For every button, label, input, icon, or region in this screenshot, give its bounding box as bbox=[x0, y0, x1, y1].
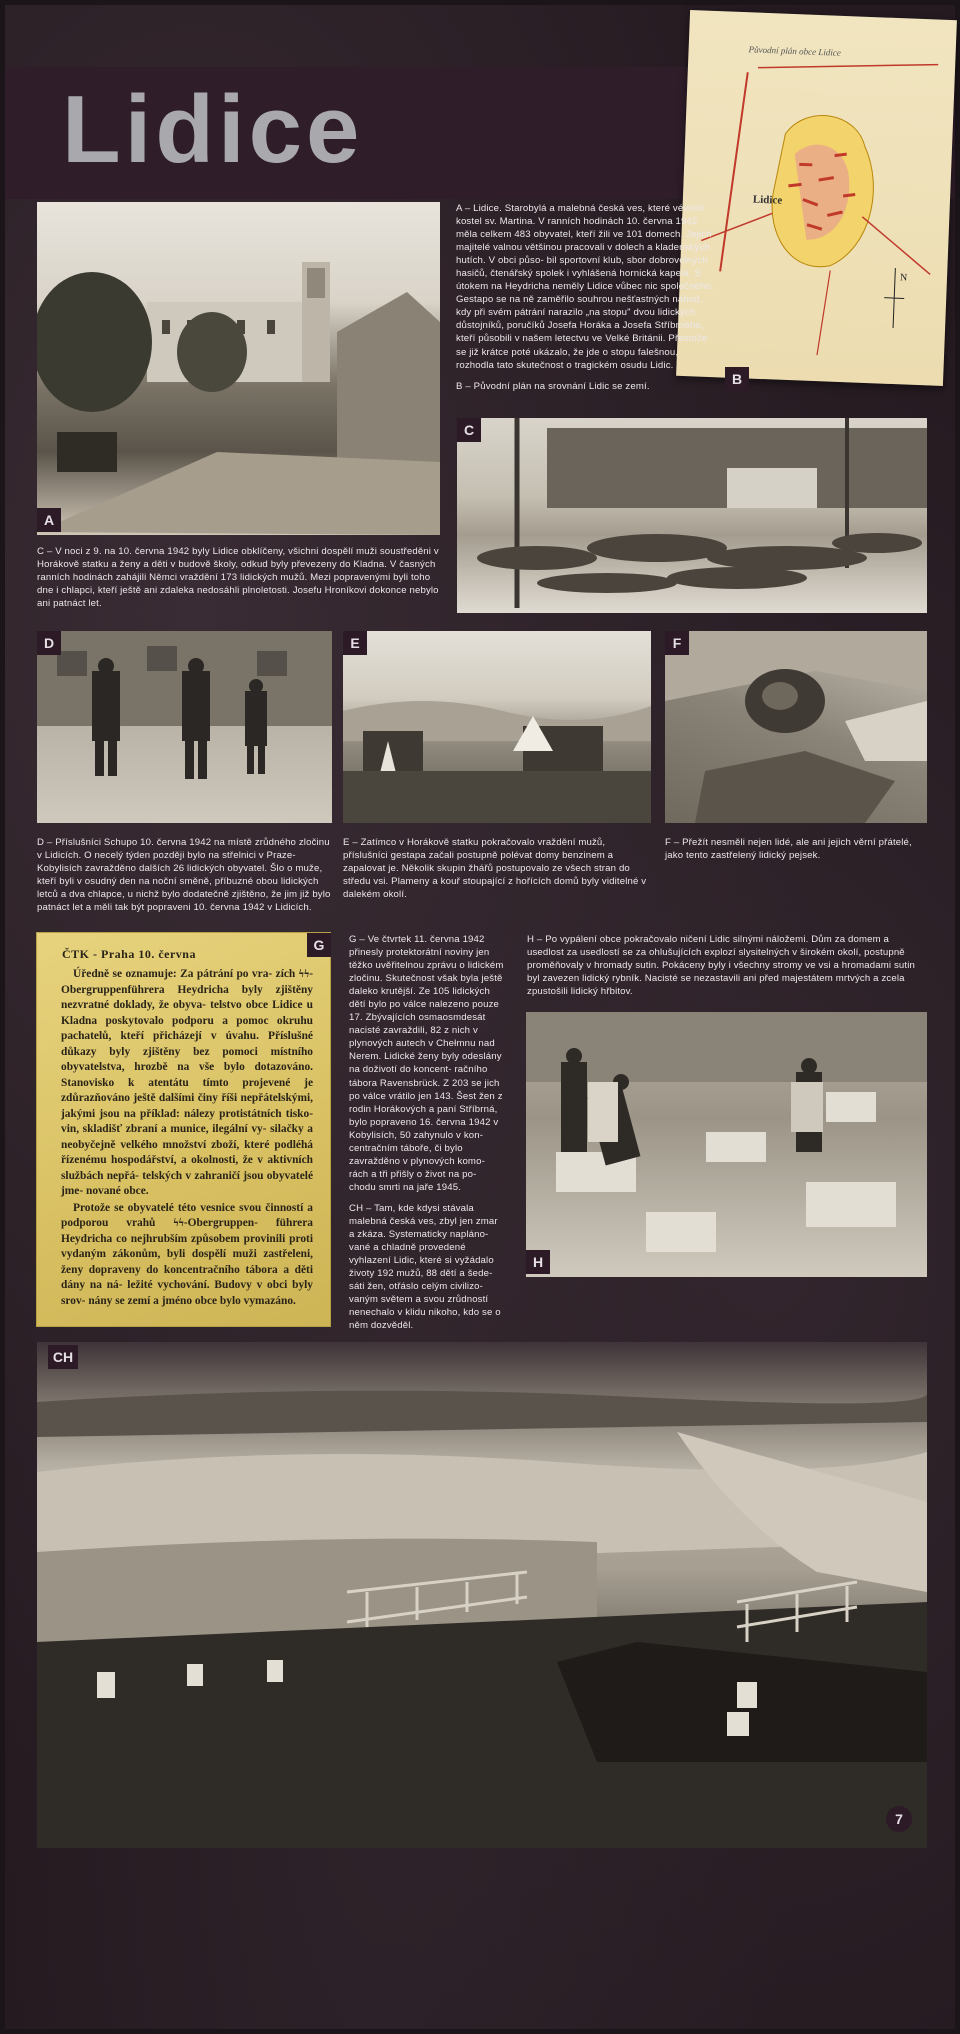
label-c: C bbox=[457, 418, 481, 442]
caption-d: D – Příslušníci Schupo 10. června 1942 na místě zrůdného zločinu v Lidicích. O necelý týden později bylo na střelnici v Praze-Kobylisích zavražděno dalších 26 lidických obyvatel. Šlo o muže, kteří byli v osudný den na noční směně, příbuzné obou lidických letců a dva chlapce, u nichž bylo dodatečně zjištěno, že jim již bylo patnáct let a měli tak být popraveni 10. června 1942 v Lidicích. bbox=[37, 837, 331, 914]
photo-h-demolition bbox=[526, 1012, 927, 1277]
caption-a-b bbox=[456, 202, 714, 401]
photo-b-village-plan bbox=[676, 10, 957, 386]
label-a: A bbox=[37, 508, 61, 532]
label-g: G bbox=[307, 933, 331, 957]
label-h: H bbox=[526, 1250, 550, 1274]
label-e: E bbox=[343, 631, 367, 655]
photo-a-lidice-church bbox=[37, 202, 440, 535]
caption-c: C – V noci z 9. na 10. června 1942 byly Lidice obklíčeny, všichni dospělí muži soustředěni v Horákově statku a ženy a děti v budově školy, odkud byly převezeny do Kladna. V časných ranních hodinách zahájili Němci vraždění 173 lidických mužů. Mezi popravenými byli toho dne i chlapci, kteří ještě ani zdaleka nedosáhli plnoletosti. Josefu Hroníkovi dokonce nebylo ani patnáct let. bbox=[37, 546, 439, 610]
page-title: Lidice bbox=[62, 76, 364, 183]
page-number-badge: 7 bbox=[886, 1806, 912, 1832]
newspaper-paragraph-1: Úředně se oznamuje: Za pátrání po vra- zích ϟϟ-Obergruppenführera Heydricha byly zjištěny nezvratné doklady, že obyva- telstvo obce Lidice u Kladna poskytovalo podporu a pomoc okruhu pachatelů, kteří přicházejí v úvahu. Příslušné důkazy byly zjištěny bez pomoci místního obyvatelstva, hrozbě na vše bylo dotazováno. Stanovisko k atentátu tímto projevené je zdůrazňováno ještě dalšími činy říši nepřátelskými, jakými jsou na příklad: nálezy protistátních tisko- vin, skladišť zbraní a munice, ilegální vy- silačky a neobyčejně velkého množství zboží, které podléhá řízenému hospodářství, a okolnosti, že v aktivních službách nepřá- telských v zahraničí jsou obyvatelé jme- nované obce. bbox=[61, 968, 313, 1197]
label-b: B bbox=[725, 367, 749, 391]
map-village-label: Lidice bbox=[752, 193, 783, 207]
caption-ch: CH – Tam, kde kdysi stávala malebná česká ves, zbyl jen zmar a zkáza. Systematicky napláno- vané a chladně provedené vyhlazení Lidic, které si vyžádalo životy 192 mužů, 88 dětí a šede- sáti žen, otřáslo celým civilizo- vaným světem a svou zrůdností nenechalo v klidu nikoho, kdo se o něm dozvěděl. bbox=[349, 1202, 501, 1332]
map-heading: Původní plán obce Lidice bbox=[748, 44, 842, 58]
label-f: F bbox=[665, 631, 689, 655]
caption-g-ch bbox=[349, 933, 504, 1340]
photo-f-dog bbox=[665, 631, 927, 823]
photo-g-newspaper-clipping bbox=[37, 933, 330, 1326]
newspaper-body bbox=[61, 967, 313, 1309]
caption-g: G – Ve čtvrtek 11. června 1942 přinesly protektorátní noviny jen těžko uvěřitelnou zprávu o lidickém zločinu. Skutečnost však byla ještě daleko krutější. Ze 105 lidických dětí bylo po válce nalezeno pouze 17. Zbývajících osmaosmdesát nacisté zavraždili, 82 z nich v plynových autech v Chełmnu nad Nerem. Lidické ženy byly odeslány na doživotí do koncent- račního tábora Ravensbrück. Z 203 se jich po válce vrátilo jen 143. Šest žen z rodin Horákových a paní Stříbrná, bylo popraveno 16. června 1942 v Kobylisích, 50 zahynulo v kon- centračním táboře, či bylo zavražděno v plynových komo- rách a tři přišly o život na po- chodu smrti na jaře 1945. bbox=[349, 934, 504, 1193]
photo-d-schupo bbox=[37, 631, 332, 823]
photo-c-executed-men bbox=[457, 418, 927, 613]
label-d: D bbox=[37, 631, 61, 655]
photo-ch-destroyed-village bbox=[37, 1342, 927, 1848]
label-ch: CH bbox=[48, 1345, 78, 1369]
caption-b: B – Původní plán na srovnání Lidic se zemí. bbox=[456, 380, 650, 392]
newspaper-paragraph-2: Protože se obyvatelé této vesnice svou činností a podporou vrahů ϟϟ-Obergruppen- führera Heydricha co nejhrubším způsobem provinili proti vydaným zákonům, byli dospělí muži zastřeleni, ženy dopraveny do koncentračního tábora a děti dány na ná- ležité vychování. Budovy v obci byly srov- nány se zemí a jméno obce bylo vymazáno. bbox=[61, 1201, 313, 1307]
newspaper-header: ČTK - Praha 10. června bbox=[62, 947, 196, 961]
photo-e-burning-village bbox=[343, 631, 651, 823]
caption-e: E – Zatímco v Horákově statku pokračovalo vraždění mužů, příslušníci gestapa začali postupně polévat domy benzinem a zapalovat je. Několik skupin žhářů postupovalo ze všech stran do středu vsi. Plameny a kouř stoupající z hořících domů byly viditelné v dalekém okolí. bbox=[343, 837, 647, 901]
village-plan-drawing bbox=[676, 10, 957, 386]
map-north-label: N bbox=[899, 272, 908, 284]
caption-f: F – Přežít nesměli nejen lidé, ale ani jejich věrní přátelé, jako tento zastřelený lidický pejsek. bbox=[665, 837, 912, 862]
caption-h: H – Po vypálení obce pokračovalo ničení Lidic silnými náložemi. Dům za domem a usedlost za usedlostí se za ohlušujících explozí slysitelných v širokém okolí, postupně proměňovaly v hromady sutin. Pokáceny byly i všechny stromy ve vsi a hromadami sutin byl zavezen lidický rybník. Nacisté se nezastavili ani před majestátem mrtvých a zcela zpustošili lidický hřbitov. bbox=[527, 934, 915, 998]
caption-a: A – Lidice. Starobylá a malebná česká ves, které vévodil kostel sv. Martina. V ranních hodinách 10. června 1942 měla celkem 483 obyvatel, kteří žili ve 101 domech. Jejich majitelé valnou většinou pracovali v dolech a kladenských hutích. V obci půso- bil sportovní klub, sbor dobrovolných hasičů, čtenářský spolek i vyhlášená hornická kapela. S útokem na Heydricha neměly Lidice vůbec nic společného. Gestapo se na ně zaměřilo souhrou nešťastných náhod, kdy při svém pátrání narazilo „na stopu" dvou lidických důstojníků, poručíků Josefa Horáka a Josefa Stříbrného, kteří působili v našem letectvu ve Velké Británii. Přestože se již krátce poté ukázalo, že jde o stopu falešnou, rozhodla tato skutečnost o tragickém osudu Lidic. bbox=[456, 203, 714, 371]
